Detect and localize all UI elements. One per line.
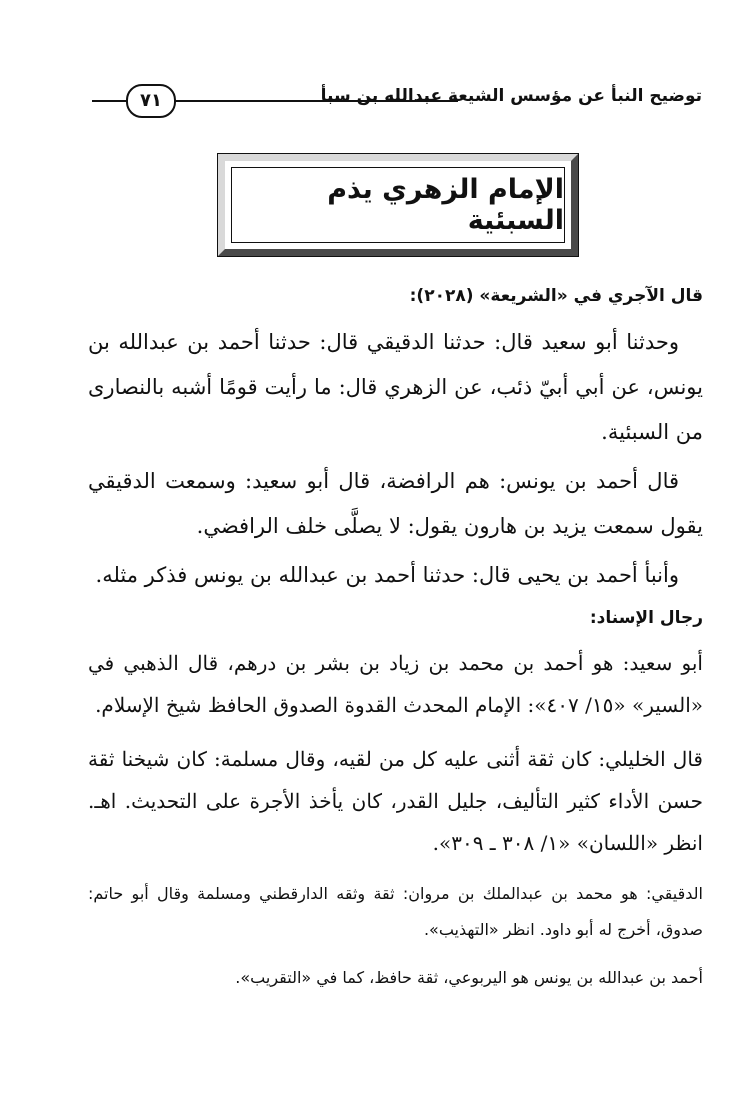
header-rule xyxy=(166,100,458,102)
header-rule-left xyxy=(92,100,128,102)
page-body xyxy=(88,282,703,1008)
running-header xyxy=(92,84,702,120)
paragraph-6: الدقيقي: هو محمد بن عبدالملك بن مروان: ثقة وثقه الدارقطني ومسلمة وقال أبو حاتم: صدوق، أخرج له أبو داود. انظر «التهذيب». xyxy=(88,884,703,939)
paragraph-7: أحمد بن عبدالله بن يونس هو اليربوعي، ثقة حافظ، كما في «التقريب». xyxy=(235,968,703,987)
paragraph-2: قال أحمد بن يونس: هم الرافضة، قال أبو سعيد: وسمعت الدقيقي يقول سمعت يزيد بن هارون يقول: لا يصلَّى خلف الرافضي. xyxy=(88,469,703,538)
page-number-badge: ٧١ xyxy=(126,84,176,118)
section-heading: رجال الإسناد: xyxy=(589,608,703,628)
running-title: توضيح النبأ عن مؤسس الشيعة عبدالله بن سبأ xyxy=(320,86,702,106)
source-heading: قال الآجري في «الشريعة» (٢٠٢٨): xyxy=(409,286,703,306)
chapter-title-inner xyxy=(231,167,565,243)
paragraph-1: وحدثنا أبو سعيد قال: حدثنا الدقيقي قال: حدثنا أحمد بن عبدالله بن يونس، عن أبي أبيّ ذئب، عن الزهري قال: ما رأيت قومًا أشبه بالنصارى من السبئية. xyxy=(88,330,703,444)
paragraph-5: قال الخليلي: كان ثقة أثنى عليه كل من لقيه، وقال مسلمة: كان شيخنا ثقة حسن الأداء كثير التأليف، جليل القدر، كان يأخذ الأجرة على التحديث. اهـ. انظر «اللسان» «١/ ٣٠٨ ـ ٣٠٩». xyxy=(88,747,703,855)
chapter-title-frame xyxy=(218,154,578,256)
paragraph-3: وأنبأ أحمد بن يحيى قال: حدثنا أحمد بن عبدالله بن يونس فذكر مثله. xyxy=(95,563,679,587)
chapter-title: الإمام الزهري يذم السبئية xyxy=(327,174,564,236)
paragraph-4: أبو سعيد: هو أحمد بن محمد بن زياد بن بشر بن درهم، قال الذهبي في «السير» «١٥/ ٤٠٧»: الإمام المحدث القدوة الصدوق الحافظ شيخ الإسلام. xyxy=(88,651,703,717)
